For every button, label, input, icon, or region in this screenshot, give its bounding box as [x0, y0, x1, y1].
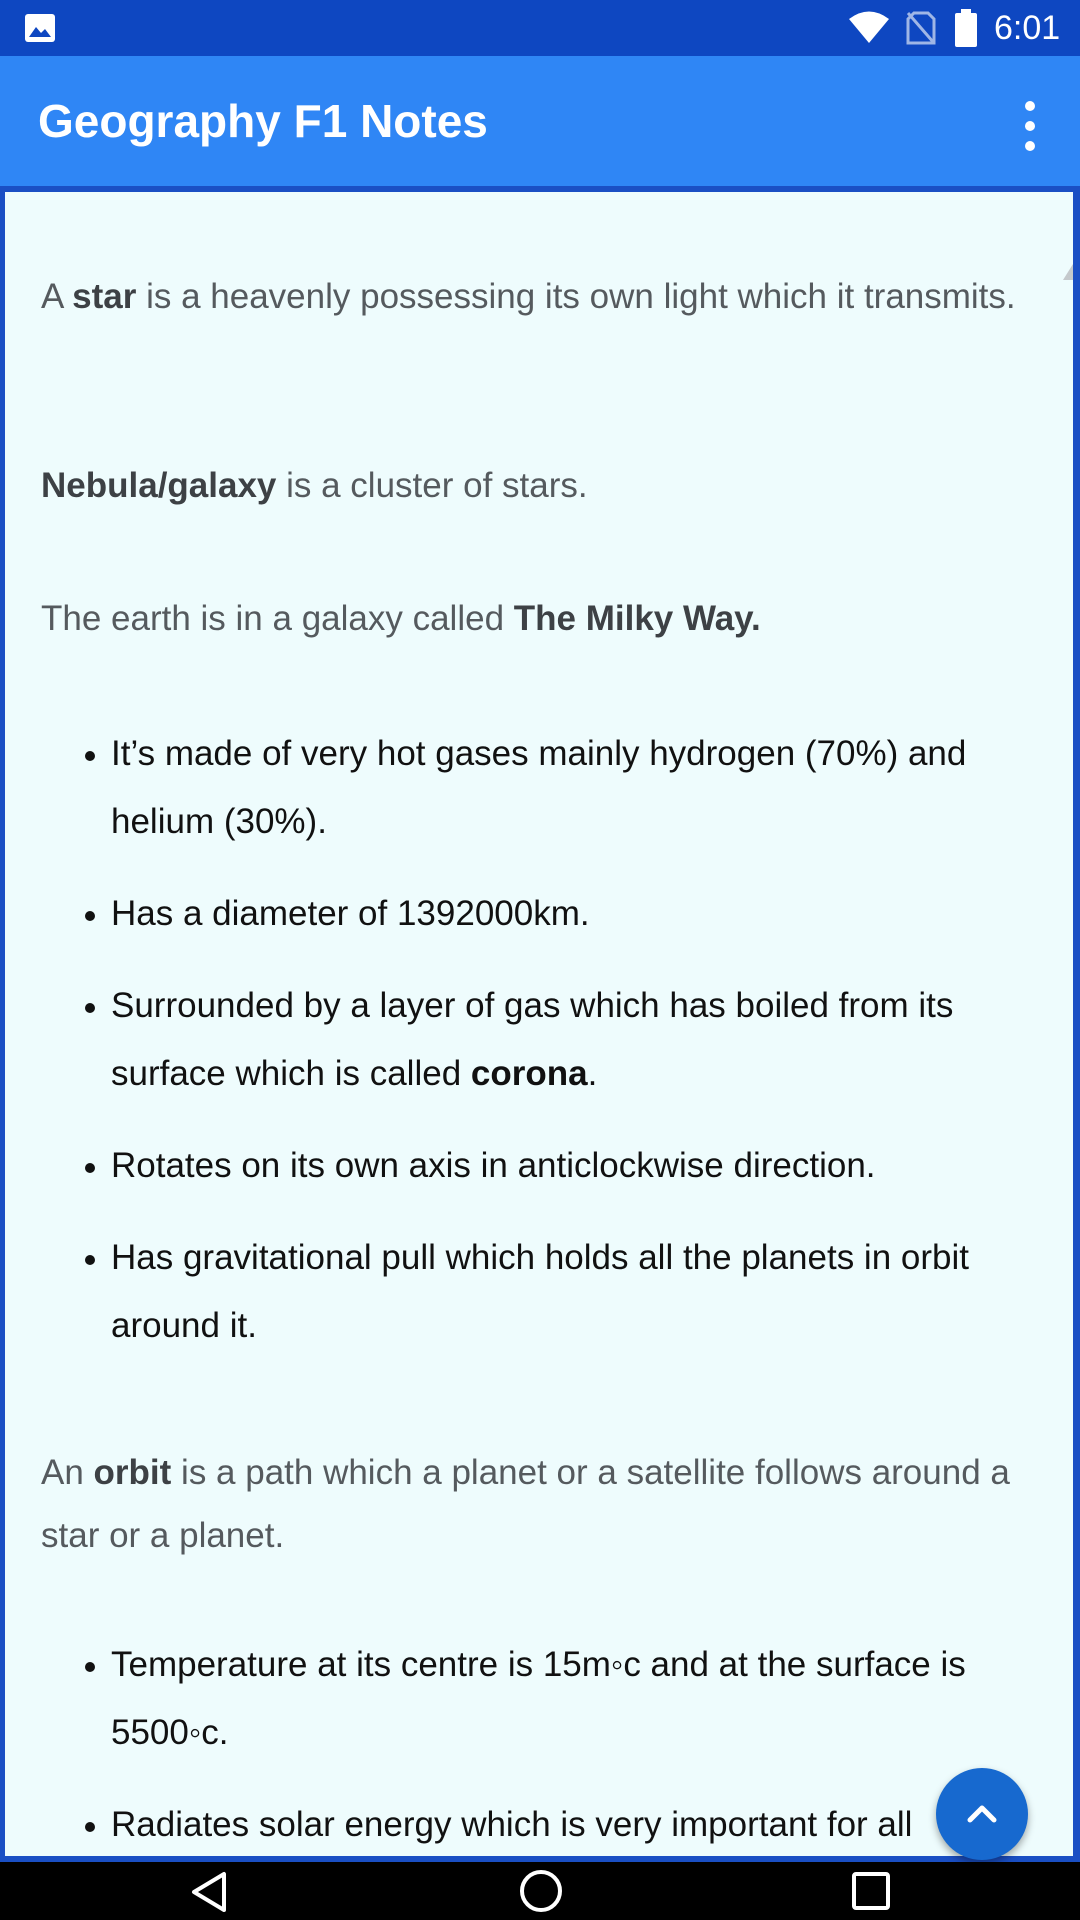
bold-term: orbit — [93, 1453, 172, 1492]
battery-icon — [954, 9, 978, 47]
scroll-to-top-button[interactable] — [936, 1768, 1028, 1860]
list-item — [41, 972, 1061, 1108]
wifi-icon — [848, 10, 890, 44]
text: A — [41, 277, 73, 316]
notes-content[interactable] — [5, 192, 1073, 1856]
list-item: Temperature at its centre is 15m◦c and at the surface is 5500◦c. — [41, 1631, 1061, 1767]
more-vert-icon[interactable] — [1010, 96, 1050, 156]
status-bar — [0, 0, 1080, 56]
text: is a path which a planet or a satellite follows around a star or a planet. — [41, 1453, 1010, 1555]
chevron-up-icon — [962, 1794, 1002, 1834]
text: . — [587, 1054, 598, 1093]
gallery-icon — [24, 13, 56, 43]
paragraph-orbit — [41, 1441, 1051, 1567]
paragraph-star — [41, 265, 1051, 328]
text: is a cluster of stars. — [276, 466, 588, 505]
list-item: Radiates solar energy which is very important for all — [41, 1791, 1061, 1856]
no-sim-icon — [906, 11, 936, 45]
bold-term: corona — [470, 1054, 588, 1093]
text: Surrounded by a layer of gas which has boiled from its surface which is called — [111, 986, 954, 1093]
text: An — [41, 1453, 94, 1492]
scroll-indicator — [1063, 264, 1073, 280]
app-bar — [0, 56, 1080, 186]
back-icon[interactable] — [188, 1870, 232, 1914]
sun-facts-list-2 — [41, 1631, 1061, 1856]
list-item: Has a diameter of 1392000km. — [41, 880, 1061, 948]
text: is a heavenly possessing its own light which it transmits. — [136, 277, 1016, 316]
list-item: Rotates on its own axis in anticlockwise direction. — [41, 1132, 1061, 1200]
app-title: Geography F1 Notes — [38, 95, 488, 147]
bold-term: star — [72, 277, 137, 316]
paragraph-milky-way — [41, 587, 1051, 650]
recents-icon[interactable] — [850, 1870, 892, 1912]
clock: 6:01 — [994, 9, 1061, 47]
list-item: Has gravitational pull which holds all the planets in orbit around it. — [41, 1224, 1061, 1360]
list-item: It’s made of very hot gases mainly hydrogen (70%) and helium (30%). — [41, 720, 1061, 856]
sun-facts-list — [41, 720, 1061, 1384]
content-frame — [0, 186, 1080, 1862]
bold-term: The Milky Way. — [513, 599, 761, 638]
bold-term: Nebula/galaxy — [41, 466, 277, 505]
navigation-bar — [0, 1862, 1080, 1920]
paragraph-nebula — [41, 454, 1051, 517]
home-icon[interactable] — [518, 1868, 564, 1914]
text: The earth is in a galaxy called — [41, 599, 514, 638]
